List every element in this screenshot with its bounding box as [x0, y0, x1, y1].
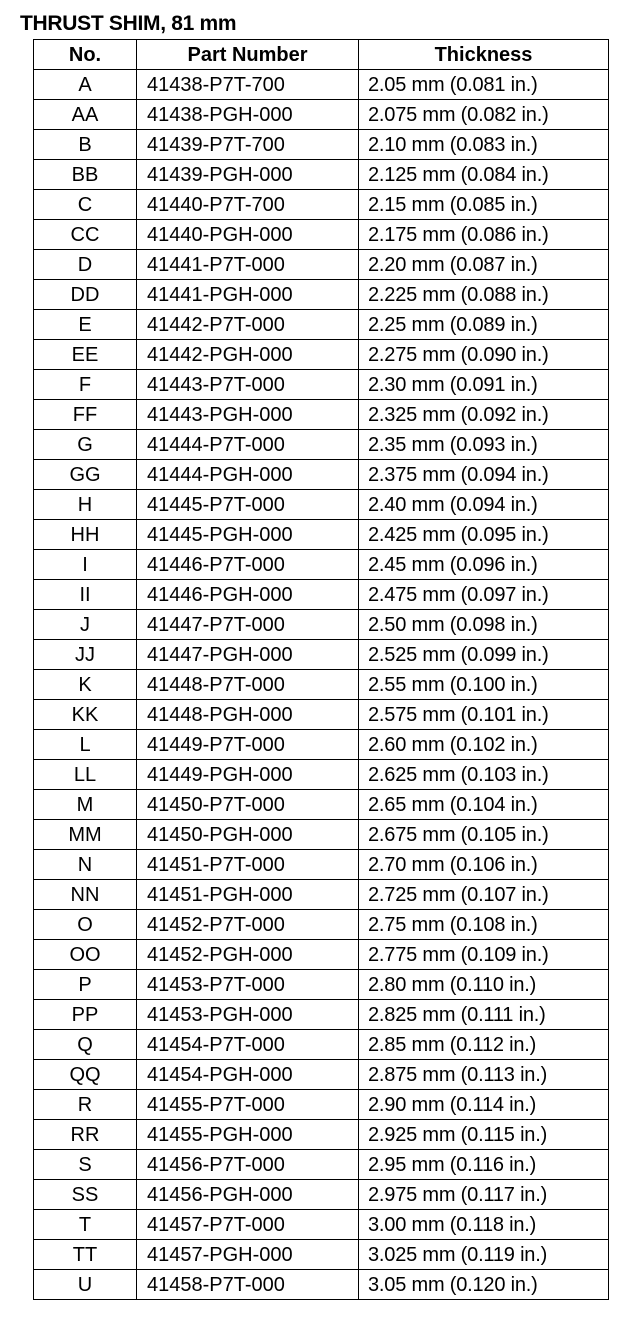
cell-no: KK [34, 700, 137, 730]
cell-no: G [34, 430, 137, 460]
cell-no: C [34, 190, 137, 220]
cell-no: L [34, 730, 137, 760]
cell-thickness: 2.65 mm (0.104 in.) [359, 790, 609, 820]
cell-no: P [34, 970, 137, 1000]
cell-thickness: 2.55 mm (0.100 in.) [359, 670, 609, 700]
cell-part-number: 41445-PGH-000 [137, 520, 359, 550]
cell-part-number: 41450-PGH-000 [137, 820, 359, 850]
cell-part-number: 41445-P7T-000 [137, 490, 359, 520]
cell-no: BB [34, 160, 137, 190]
cell-thickness: 2.625 mm (0.103 in.) [359, 760, 609, 790]
page-title: THRUST SHIM, 81 mm [20, 12, 237, 35]
table-row [34, 1000, 609, 1030]
table-row [34, 820, 609, 850]
cell-part-number: 41444-P7T-000 [137, 430, 359, 460]
cell-part-number: 41441-P7T-000 [137, 250, 359, 280]
cell-part-number: 41441-PGH-000 [137, 280, 359, 310]
cell-thickness: 3.00 mm (0.118 in.) [359, 1210, 609, 1240]
table-row [34, 850, 609, 880]
cell-thickness: 2.075 mm (0.082 in.) [359, 100, 609, 130]
cell-part-number: 41440-P7T-700 [137, 190, 359, 220]
cell-no: JJ [34, 640, 137, 670]
cell-no: U [34, 1270, 137, 1300]
cell-thickness: 2.95 mm (0.116 in.) [359, 1150, 609, 1180]
table-row [34, 190, 609, 220]
table-row [34, 970, 609, 1000]
cell-part-number: 41449-PGH-000 [137, 760, 359, 790]
cell-no: M [34, 790, 137, 820]
cell-no: PP [34, 1000, 137, 1030]
cell-thickness: 2.85 mm (0.112 in.) [359, 1030, 609, 1060]
cell-part-number: 41456-P7T-000 [137, 1150, 359, 1180]
table-row [34, 730, 609, 760]
cell-part-number: 41457-P7T-000 [137, 1210, 359, 1240]
cell-no: HH [34, 520, 137, 550]
header-no: No. [34, 40, 137, 70]
cell-thickness: 2.675 mm (0.105 in.) [359, 820, 609, 850]
table-header [34, 40, 609, 70]
cell-thickness: 3.025 mm (0.119 in.) [359, 1240, 609, 1270]
table-row [34, 790, 609, 820]
cell-part-number: 41447-P7T-000 [137, 610, 359, 640]
cell-thickness: 2.05 mm (0.081 in.) [359, 70, 609, 100]
cell-part-number: 41456-PGH-000 [137, 1180, 359, 1210]
cell-part-number: 41438-PGH-000 [137, 100, 359, 130]
table-row [34, 520, 609, 550]
table-row [34, 700, 609, 730]
cell-thickness: 2.60 mm (0.102 in.) [359, 730, 609, 760]
cell-thickness: 2.225 mm (0.088 in.) [359, 280, 609, 310]
cell-part-number: 41439-PGH-000 [137, 160, 359, 190]
cell-no: N [34, 850, 137, 880]
cell-thickness: 2.475 mm (0.097 in.) [359, 580, 609, 610]
cell-thickness: 2.40 mm (0.094 in.) [359, 490, 609, 520]
table-row [34, 1120, 609, 1150]
table-row [34, 640, 609, 670]
cell-thickness: 2.375 mm (0.094 in.) [359, 460, 609, 490]
cell-no: DD [34, 280, 137, 310]
table-row [34, 460, 609, 490]
table-row [34, 1240, 609, 1270]
cell-thickness: 2.425 mm (0.095 in.) [359, 520, 609, 550]
table-row [34, 1030, 609, 1060]
cell-part-number: 41455-PGH-000 [137, 1120, 359, 1150]
cell-part-number: 41448-PGH-000 [137, 700, 359, 730]
table-row [34, 1210, 609, 1240]
table-row [34, 370, 609, 400]
cell-part-number: 41443-P7T-000 [137, 370, 359, 400]
cell-no: K [34, 670, 137, 700]
cell-thickness: 2.275 mm (0.090 in.) [359, 340, 609, 370]
cell-thickness: 2.35 mm (0.093 in.) [359, 430, 609, 460]
cell-part-number: 41439-P7T-700 [137, 130, 359, 160]
table-row [34, 70, 609, 100]
cell-thickness: 2.175 mm (0.086 in.) [359, 220, 609, 250]
cell-thickness: 2.10 mm (0.083 in.) [359, 130, 609, 160]
cell-no: NN [34, 880, 137, 910]
table-row [34, 400, 609, 430]
cell-part-number: 41449-P7T-000 [137, 730, 359, 760]
cell-part-number: 41438-P7T-700 [137, 70, 359, 100]
table-row [34, 160, 609, 190]
cell-no: EE [34, 340, 137, 370]
cell-part-number: 41457-PGH-000 [137, 1240, 359, 1270]
table-row [34, 670, 609, 700]
cell-thickness: 2.30 mm (0.091 in.) [359, 370, 609, 400]
table-row [34, 130, 609, 160]
cell-thickness: 2.50 mm (0.098 in.) [359, 610, 609, 640]
cell-thickness: 2.15 mm (0.085 in.) [359, 190, 609, 220]
cell-no: H [34, 490, 137, 520]
cell-part-number: 41443-PGH-000 [137, 400, 359, 430]
table-row [34, 1150, 609, 1180]
cell-part-number: 41444-PGH-000 [137, 460, 359, 490]
cell-thickness: 2.925 mm (0.115 in.) [359, 1120, 609, 1150]
table-row [34, 220, 609, 250]
cell-no: B [34, 130, 137, 160]
cell-part-number: 41447-PGH-000 [137, 640, 359, 670]
cell-thickness: 2.725 mm (0.107 in.) [359, 880, 609, 910]
cell-no: RR [34, 1120, 137, 1150]
cell-thickness: 2.125 mm (0.084 in.) [359, 160, 609, 190]
cell-no: TT [34, 1240, 137, 1270]
table-row [34, 1060, 609, 1090]
cell-part-number: 41442-PGH-000 [137, 340, 359, 370]
cell-part-number: 41454-PGH-000 [137, 1060, 359, 1090]
cell-part-number: 41458-P7T-000 [137, 1270, 359, 1300]
cell-thickness: 2.70 mm (0.106 in.) [359, 850, 609, 880]
cell-part-number: 41440-PGH-000 [137, 220, 359, 250]
table-row [34, 340, 609, 370]
table-row [34, 100, 609, 130]
table-row [34, 430, 609, 460]
cell-no: Q [34, 1030, 137, 1060]
cell-part-number: 41452-PGH-000 [137, 940, 359, 970]
cell-thickness: 2.525 mm (0.099 in.) [359, 640, 609, 670]
cell-no: D [34, 250, 137, 280]
cell-no: QQ [34, 1060, 137, 1090]
cell-no: E [34, 310, 137, 340]
cell-no: T [34, 1210, 137, 1240]
cell-thickness: 2.75 mm (0.108 in.) [359, 910, 609, 940]
cell-part-number: 41455-P7T-000 [137, 1090, 359, 1120]
cell-thickness: 2.25 mm (0.089 in.) [359, 310, 609, 340]
cell-no: OO [34, 940, 137, 970]
cell-part-number: 41453-P7T-000 [137, 970, 359, 1000]
cell-thickness: 2.875 mm (0.113 in.) [359, 1060, 609, 1090]
cell-no: I [34, 550, 137, 580]
cell-part-number: 41448-P7T-000 [137, 670, 359, 700]
cell-part-number: 41452-P7T-000 [137, 910, 359, 940]
table-row [34, 310, 609, 340]
cell-no: F [34, 370, 137, 400]
table-row [34, 940, 609, 970]
cell-no: AA [34, 100, 137, 130]
table-body [34, 70, 609, 1300]
table-row [34, 580, 609, 610]
cell-part-number: 41442-P7T-000 [137, 310, 359, 340]
cell-no: R [34, 1090, 137, 1120]
cell-no: II [34, 580, 137, 610]
cell-thickness: 2.325 mm (0.092 in.) [359, 400, 609, 430]
cell-no: MM [34, 820, 137, 850]
cell-no: FF [34, 400, 137, 430]
cell-no: SS [34, 1180, 137, 1210]
cell-no: LL [34, 760, 137, 790]
table-row [34, 280, 609, 310]
cell-thickness: 2.975 mm (0.117 in.) [359, 1180, 609, 1210]
cell-part-number: 41450-P7T-000 [137, 790, 359, 820]
table-row [34, 760, 609, 790]
table-row [34, 1090, 609, 1120]
cell-no: CC [34, 220, 137, 250]
cell-thickness: 2.90 mm (0.114 in.) [359, 1090, 609, 1120]
cell-part-number: 41454-P7T-000 [137, 1030, 359, 1060]
thrust-shim-table [33, 39, 609, 1300]
table-row [34, 610, 609, 640]
header-row [34, 40, 609, 70]
cell-thickness: 2.45 mm (0.096 in.) [359, 550, 609, 580]
cell-part-number: 41446-PGH-000 [137, 580, 359, 610]
cell-thickness: 2.20 mm (0.087 in.) [359, 250, 609, 280]
table-row [34, 910, 609, 940]
cell-no: A [34, 70, 137, 100]
table-row [34, 550, 609, 580]
header-part-number: Part Number [137, 40, 359, 70]
cell-no: GG [34, 460, 137, 490]
cell-part-number: 41453-PGH-000 [137, 1000, 359, 1030]
cell-part-number: 41451-P7T-000 [137, 850, 359, 880]
cell-part-number: 41451-PGH-000 [137, 880, 359, 910]
cell-no: J [34, 610, 137, 640]
cell-no: S [34, 1150, 137, 1180]
cell-thickness: 2.80 mm (0.110 in.) [359, 970, 609, 1000]
table-row [34, 490, 609, 520]
header-thickness: Thickness [359, 40, 609, 70]
cell-thickness: 2.775 mm (0.109 in.) [359, 940, 609, 970]
table-row [34, 880, 609, 910]
cell-thickness: 2.825 mm (0.111 in.) [359, 1000, 609, 1030]
cell-thickness: 3.05 mm (0.120 in.) [359, 1270, 609, 1300]
table-row [34, 1270, 609, 1300]
cell-no: O [34, 910, 137, 940]
cell-part-number: 41446-P7T-000 [137, 550, 359, 580]
table-row [34, 1180, 609, 1210]
cell-thickness: 2.575 mm (0.101 in.) [359, 700, 609, 730]
table-row [34, 250, 609, 280]
